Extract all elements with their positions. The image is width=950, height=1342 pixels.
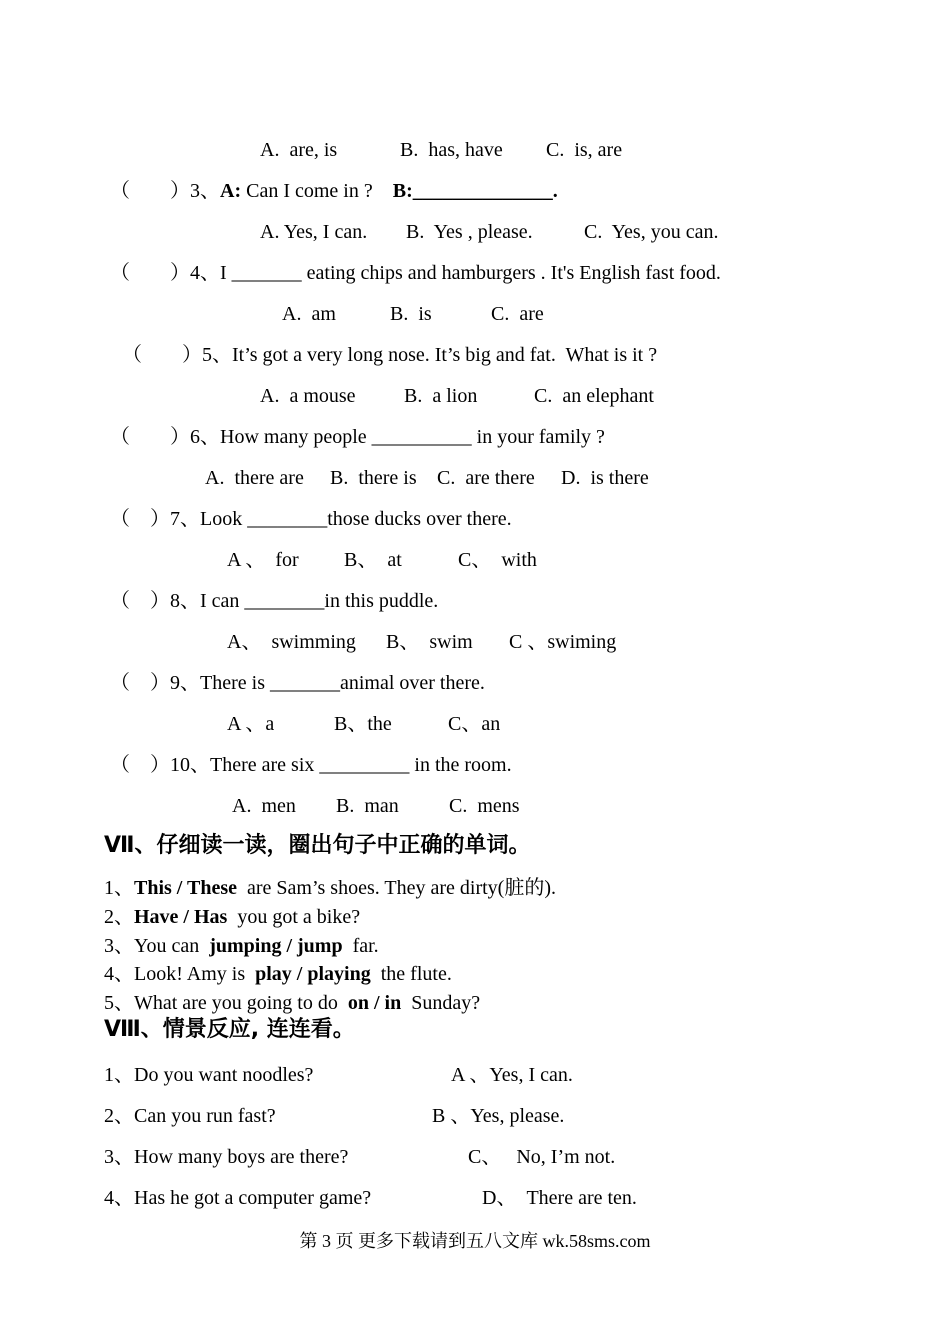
q3-option-c: C. Yes, you can.	[584, 221, 719, 243]
choice-words: play / playing	[255, 963, 371, 985]
choice-words: jumping / jump	[209, 935, 343, 957]
page-footer: 第 3 页 更多下载请到五八文库 wk.58sms.com	[299, 1231, 651, 1251]
q7-text: Look ________those ducks over there.	[200, 508, 512, 530]
match-question-1: 1、Do you want noodles?	[104, 1064, 314, 1086]
choice-words: This / These	[134, 877, 237, 899]
q10-option-c: C. mens	[449, 795, 520, 817]
match-question-2: 2、Can you run fast?	[104, 1105, 276, 1127]
q5-option-a: A. a mouse	[260, 385, 356, 407]
q9-option-c: C、an	[448, 713, 501, 735]
q10-option-b: B. man	[336, 795, 399, 817]
match-answer-d: D、 There are ten.	[482, 1187, 637, 1209]
item-text: are Sam’s shoes. They are dirty(脏的).	[237, 877, 556, 899]
q9-text: There is _______animal over there.	[200, 672, 485, 694]
q10-option-a: A. men	[232, 795, 296, 817]
question-10	[110, 753, 512, 777]
question-3	[110, 179, 558, 203]
item-number: 2、	[104, 906, 134, 928]
match-answer-c: C、 No, I’m not.	[468, 1146, 616, 1168]
q8-option-c: C 、swiming	[509, 631, 617, 653]
q6-option-b: B. there is	[330, 467, 417, 489]
item-number: 5、	[104, 992, 134, 1014]
q3-b-label: B:______________.	[392, 180, 558, 202]
match-question-4: 4、Has he got a computer game?	[104, 1187, 372, 1209]
q4-option-b: B. is	[390, 303, 432, 325]
match-answer-a: A 、Yes, I can.	[451, 1064, 573, 1086]
q7-option-b: B、 at	[344, 549, 402, 571]
section-7-item-5	[104, 991, 480, 1015]
q3-answer-paren: （ ）3、	[110, 180, 220, 202]
section-7-item-4	[104, 962, 452, 986]
q7-option-a: A 、 for	[227, 549, 299, 571]
match-question-3: 3、How many boys are there?	[104, 1146, 349, 1168]
q3-option-a: A. Yes, I can.	[260, 221, 368, 243]
q6-option-c: C. are there	[437, 467, 535, 489]
q3-text: Can I come in ?	[241, 180, 393, 202]
q8-text: I can ________in this puddle.	[200, 590, 439, 612]
question-8	[110, 589, 438, 613]
choice-words: Have / Has	[134, 906, 228, 928]
question-7	[110, 507, 512, 531]
item-number: 4、	[104, 963, 134, 985]
q9-option-a: A 、a	[227, 713, 275, 735]
q3-option-b: B. Yes , please.	[406, 221, 533, 243]
item-text: Look! Amy is	[134, 963, 256, 985]
item-text: What are you going to do	[134, 992, 348, 1014]
item-text: you got a bike?	[227, 906, 361, 928]
item-text: far.	[342, 935, 379, 957]
q2-option-a: A. are, is	[260, 139, 338, 161]
section-7-item-2	[104, 905, 360, 929]
match-answer-b: B 、Yes, please.	[432, 1105, 565, 1127]
q9-option-b: B、the	[334, 713, 392, 735]
q4-text: I _______ eating chips and hamburgers . It's English fast food.	[220, 262, 721, 284]
q9-answer-paren: （ ）9、	[110, 672, 200, 694]
q8-option-a: A、 swimming	[227, 631, 356, 653]
q10-answer-paren: （ ）10、	[110, 754, 210, 776]
section-7-title: Ⅶ、仔细读一读，圈出句子中正确的单词。	[104, 833, 531, 858]
q2-option-b: B. has, have	[400, 139, 503, 161]
question-9	[110, 671, 485, 695]
item-text: You can	[134, 935, 210, 957]
question-6	[110, 425, 605, 449]
q6-answer-paren: （ ）6、	[110, 426, 220, 448]
q2-option-c: C. is, are	[546, 139, 623, 161]
section-8-title: Ⅷ、情景反应, 连连看。	[104, 1017, 355, 1042]
q5-text: It’s got a very long nose. It’s big and fat. What is it ?	[232, 344, 658, 366]
q4-answer-paren: （ ）4、	[110, 262, 220, 284]
q4-option-a: A. am	[282, 303, 336, 325]
q8-answer-paren: （ ）8、	[110, 590, 200, 612]
item-number: 3、	[104, 935, 134, 957]
q8-option-b: B、 swim	[386, 631, 473, 653]
q5-answer-paren: （ ）5、	[122, 344, 232, 366]
q7-option-c: C、 with	[458, 549, 537, 571]
q7-answer-paren: （ ）7、	[110, 508, 200, 530]
section-7-item-3	[104, 934, 379, 958]
item-text: Sunday?	[401, 992, 481, 1014]
item-text: the flute.	[370, 963, 452, 985]
q5-option-b: B. a lion	[404, 385, 478, 407]
item-number: 1、	[104, 877, 134, 899]
q10-text: There are six _________ in the room.	[210, 754, 512, 776]
choice-words: on / in	[347, 992, 402, 1014]
question-4	[110, 261, 721, 285]
question-5	[122, 343, 657, 367]
q6-text: How many people __________ in your family ?	[220, 426, 605, 448]
q3-a-label: A:	[220, 180, 242, 202]
section-7-item-1	[104, 876, 556, 900]
q4-option-c: C. are	[491, 303, 544, 325]
q6-option-a: A. there are	[205, 467, 304, 489]
q6-option-d: D. is there	[561, 467, 649, 489]
q5-option-c: C. an elephant	[534, 385, 654, 407]
